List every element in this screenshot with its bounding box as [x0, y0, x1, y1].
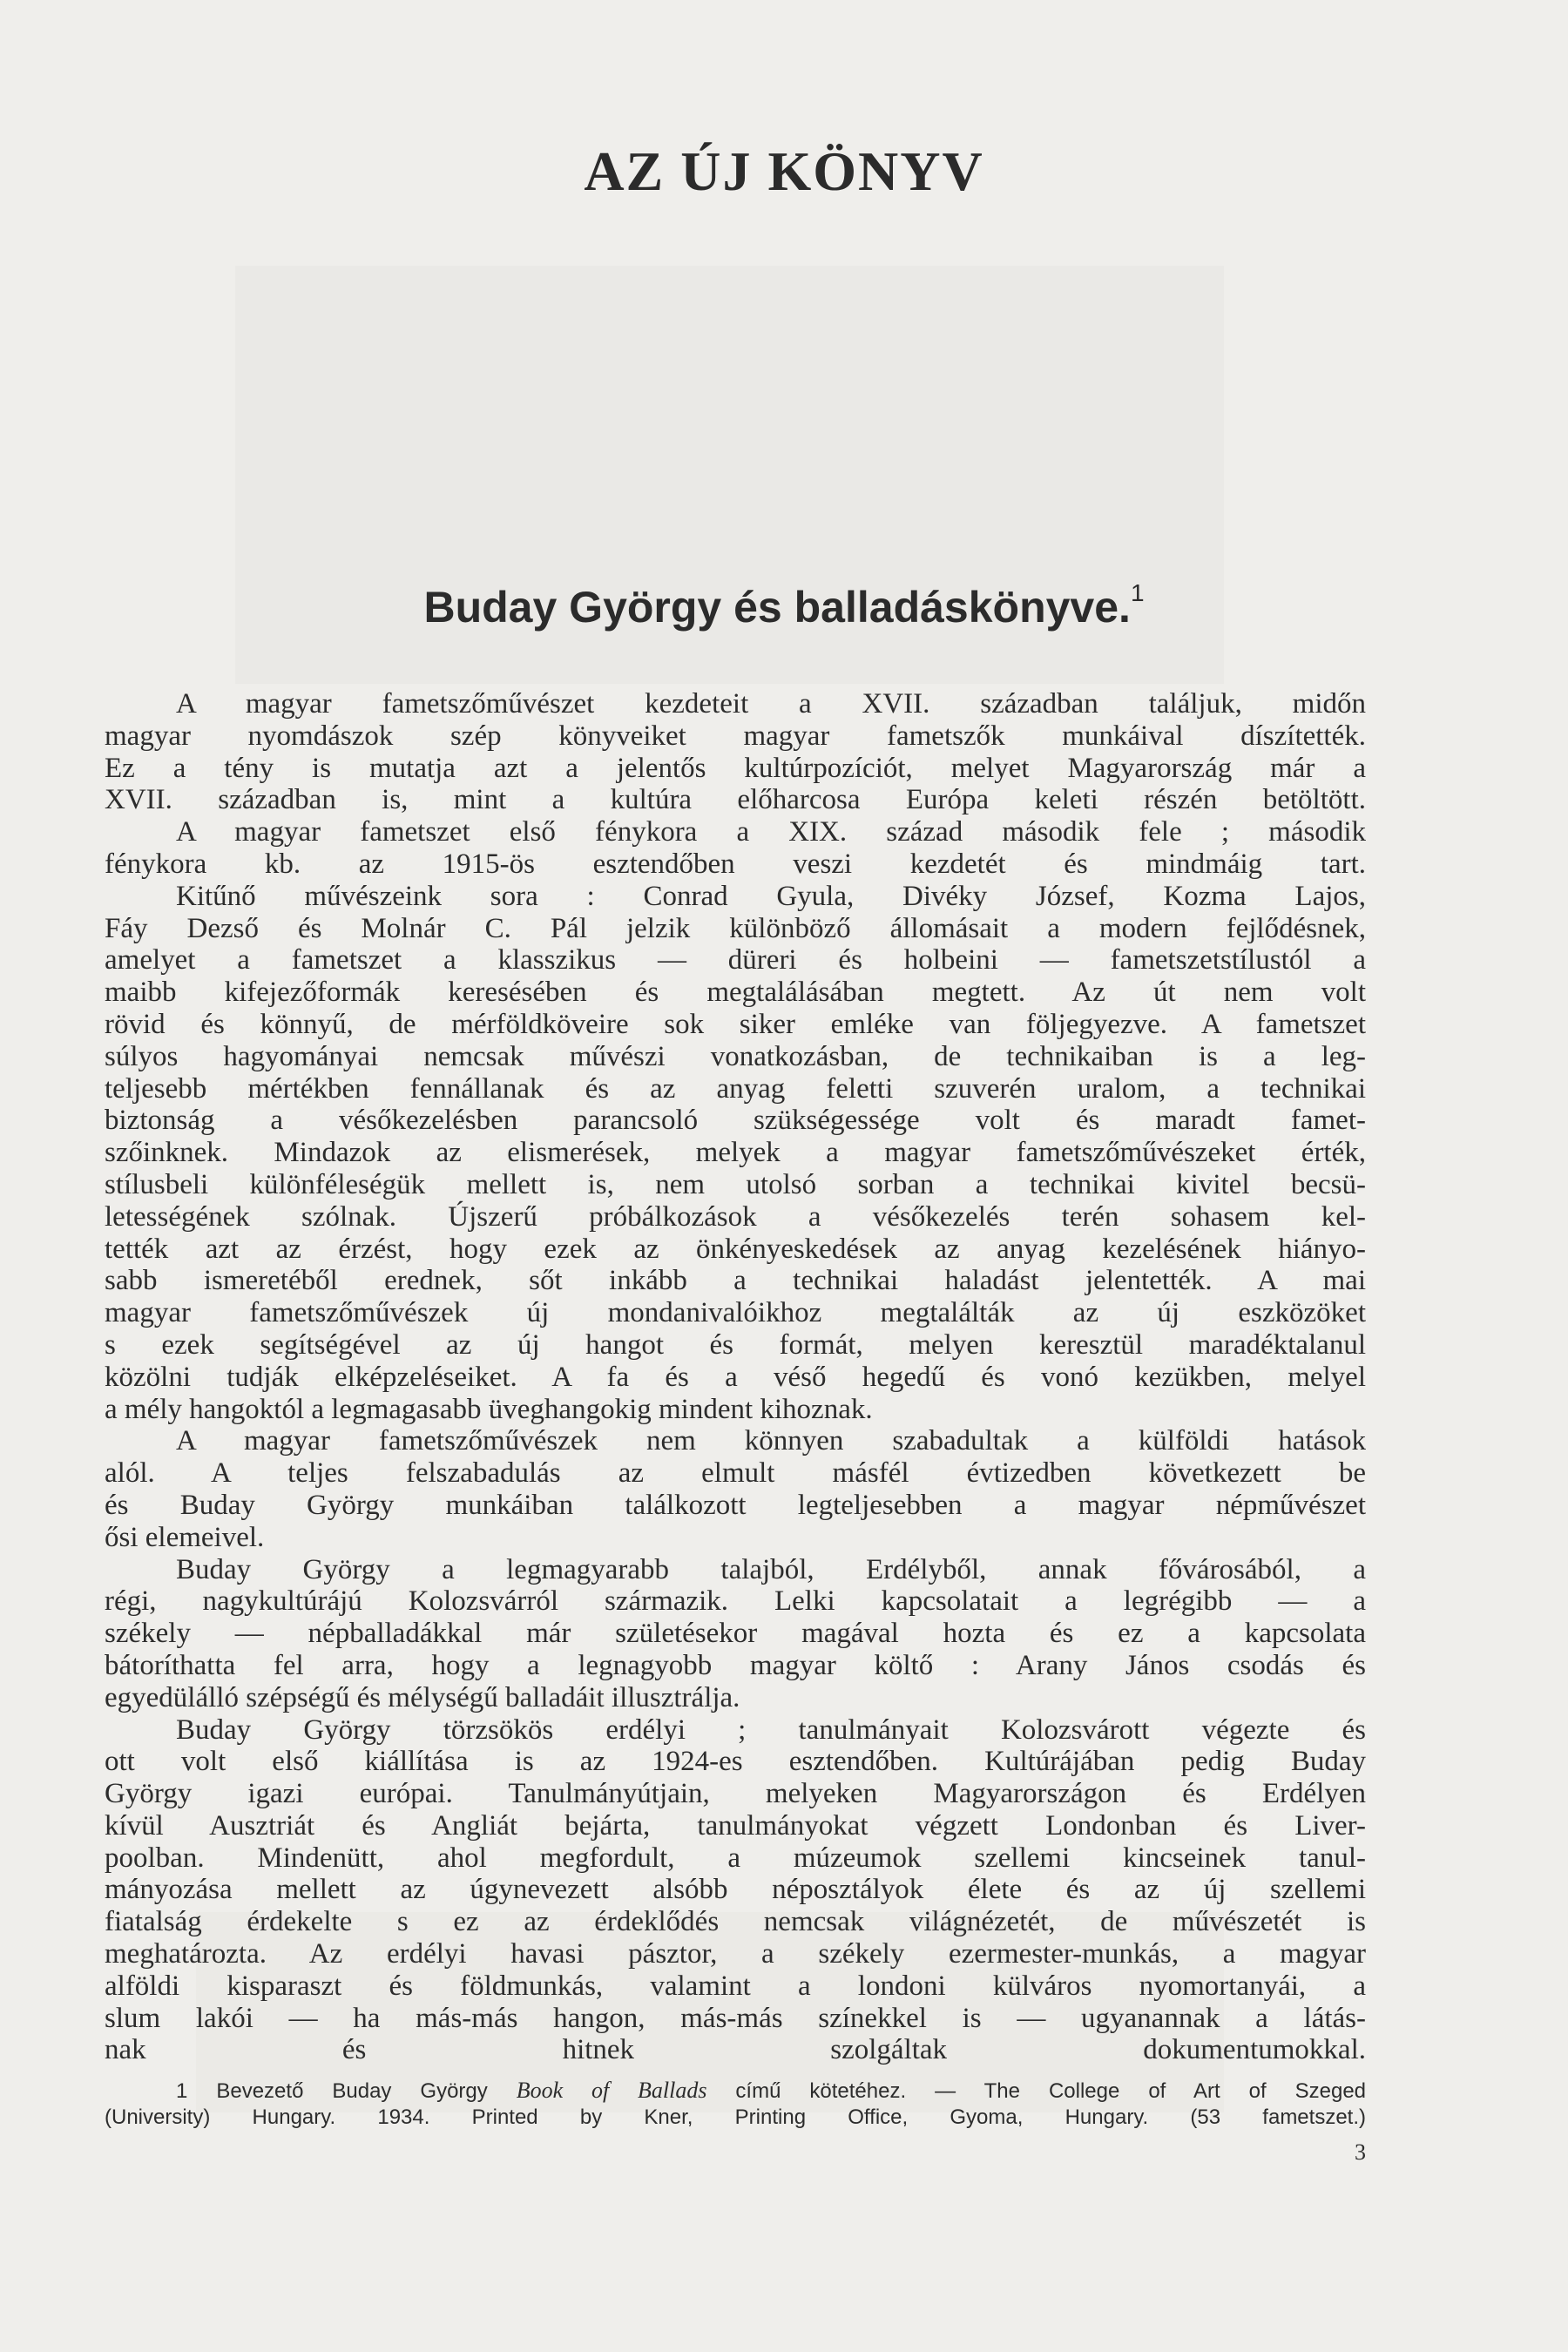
- body-line: alól. A teljes felszabadulás az elmult másfél évtizedben következett be: [105, 1457, 1366, 1490]
- body-line: letességének szólnak. Újszerű próbálkozások a vésőkezelés terén sohasem kel-: [105, 1200, 1366, 1233]
- body-line: sabb ismeretéből erednek, sőt inkább a technikai haladást jelentették. A mai: [105, 1265, 1366, 1297]
- body-line: nak és hitnek szolgáltak dokumentumokkal.: [105, 2034, 1366, 2066]
- footnote-marker: 1: [176, 2079, 188, 2103]
- body-line: tették azt az érzést, hogy ezek az önkényeskedések az anyag kezelésének hiányo-: [105, 1233, 1366, 1265]
- body-line: alföldi kisparaszt és földmunkás, valamint a londoni külváros nyomortanyái, a: [105, 1970, 1366, 2002]
- article-title: [0, 579, 1568, 632]
- body-line: ott volt első kiállítása is az 1924-es esztendőben. Kultúrájában pedig Buday: [105, 1746, 1366, 1778]
- body-line: fiatalság érdekelte s ez az érdeklődés nemcsak világnézetét, de művészetét is: [105, 1906, 1366, 1938]
- body-line: és Buday György munkáiban találkozott legteljesebben a magyar népművészet: [105, 1489, 1366, 1521]
- body-line: a mély hangoktól a legmagasabb üveghangokig mindent kihoznak.: [105, 1393, 873, 1425]
- footnote-book-title: Book of Ballads: [516, 2078, 707, 2103]
- body-line: egyedülálló szépségű és mélységű balladáit illusztrálja.: [105, 1681, 740, 1713]
- body-line: ősi elemeivel.: [105, 1521, 265, 1553]
- footnote-text-pre: Bevezető Buday György: [216, 2079, 517, 2103]
- body-line: bátoríthatta fel arra, hogy a legnagyobb magyar költő : Arany János csodás és: [105, 1649, 1366, 1681]
- body-line: székely — népballadákkal már születésekor magával hozta és ez a kapcsolata: [105, 1618, 1366, 1650]
- body-line: szőinknek. Mindazok az elismerések, melyek a magyar fametszőművészeket érték,: [105, 1137, 1366, 1169]
- body-line: Fáy Dezső és Molnár C. Pál jelzik különböző állomásait a modern fejlődésnek,: [105, 912, 1366, 944]
- body-line: Buday György törzsökös erdélyi ; tanulmányait Kolozsvárott végezte és: [176, 1713, 1366, 1746]
- body-line: kívül Ausztriát és Angliát bejárta, tanulmányokat végzett Londonban és Liver-: [105, 1809, 1366, 1842]
- footnote-text-post: című kötetéhez. — The College of Art of Szeged: [706, 2079, 1367, 2103]
- footnote: [105, 2078, 1366, 2131]
- body-line: s ezek segítségével az új hangot és formát, melyen keresztül maradéktalanul: [105, 1328, 1366, 1361]
- body-line: stílusbeli különféleségük mellett is, nem utolsó sorban a technikai kivitel becsü-: [105, 1168, 1366, 1200]
- body-line: magyar nyomdászok szép könyveiket magyar fametszők munkáival díszítették.: [105, 720, 1366, 752]
- body-line: amelyet a fametszet a klasszikus — dürerі és holbeini — fametszetstílustól a: [105, 944, 1366, 977]
- footnote-line: [105, 2078, 1366, 2105]
- body-line: mányozása mellett az úgynevezett alsóbb néposztályok élete és az új szellemi: [105, 1874, 1366, 1906]
- body-line: régi, nagykultúrájú Kolozsvárról származik. Lelki kapcsolatait a legrégibb — a: [105, 1585, 1366, 1618]
- body-line: súlyos hagyományai nemcsak művészi vonatkozásban, de technikaiban is a leg-: [105, 1040, 1366, 1072]
- body-line: A magyar fametszőművészet kezdeteit a XVII. században találjuk, midőn: [176, 688, 1366, 720]
- body-line: teljesebb mértékben fennállanak és az anyag feletti szuverén uralom, a technikai: [105, 1072, 1366, 1105]
- body-line: Ez a tény is mutatja azt a jelentős kultúrpozíciót, melyet Magyarország már a: [105, 752, 1366, 784]
- body-line: biztonság a vésőkezelésben parancsoló szükségessége volt és maradt famet-: [105, 1105, 1366, 1137]
- section-masthead: AZ ÚJ KÖNYV: [584, 140, 984, 202]
- body-line: A magyar fametszőművészek nem könnyen szabadultak a külföldi hatások: [176, 1425, 1366, 1457]
- body-line: maibb kifejezőformák keresésében és megtalálásában megtett. Az út nem volt: [105, 977, 1366, 1009]
- body-line: XVII. században is, mint a kultúra előharcosa Európa keleti részén betöltött.: [105, 784, 1366, 816]
- body-line: fénykora kb. az 1915-ös esztendőben veszi kezdetét és mindmáig tart.: [105, 848, 1366, 880]
- body-line: Buday György a legmagyarabb talajból, Erdélyből, annak fővárosából, a: [176, 1553, 1366, 1585]
- page-number: 3: [1355, 2139, 1366, 2165]
- body-line: Kitűnő művészeink sora : Conrad Gyula, Divéky József, Kozma Lajos,: [176, 880, 1366, 912]
- article-title-text: Buday György és balladáskönyve.: [423, 583, 1131, 632]
- article-body: [105, 688, 1366, 2066]
- body-line: A magyar fametszet első fénykora a XIX. század második fele ; második: [176, 816, 1366, 848]
- footnote-reference: 1: [1130, 579, 1145, 607]
- body-line: poolban. Mindenütt, ahol megfordult, a múzeumok szellemi kincseinek tanul-: [105, 1842, 1366, 1874]
- body-line: György igazi európai. Tanulmányútjain, melyeken Magyarországon és Erdélyen: [105, 1778, 1366, 1810]
- body-line: közölni tudják elképzeléseiket. A fa és a véső hegedű és vonó kezükben, melyel: [105, 1361, 1366, 1393]
- body-line: slum lakói — ha más-más hangon, más-más színekkel is — ugyanannak a látás-: [105, 2002, 1366, 2034]
- body-line: magyar fametszőművészek új mondanivalóikhoz megtalálták az új eszközöket: [105, 1297, 1366, 1329]
- body-line: rövid és könnyű, de mérföldköveire sok siker emléke van följegyezve. A fametszet: [105, 1008, 1366, 1040]
- footnote-line: (University) Hungary. 1934. Printed by Kner, Printing Office, Gyoma, Hungary. (53 fametszet.): [105, 2105, 1366, 2129]
- body-line: meghatározta. Az erdélyi havasi pásztor, a székely ezermester-munkás, a magyar: [105, 1938, 1366, 1970]
